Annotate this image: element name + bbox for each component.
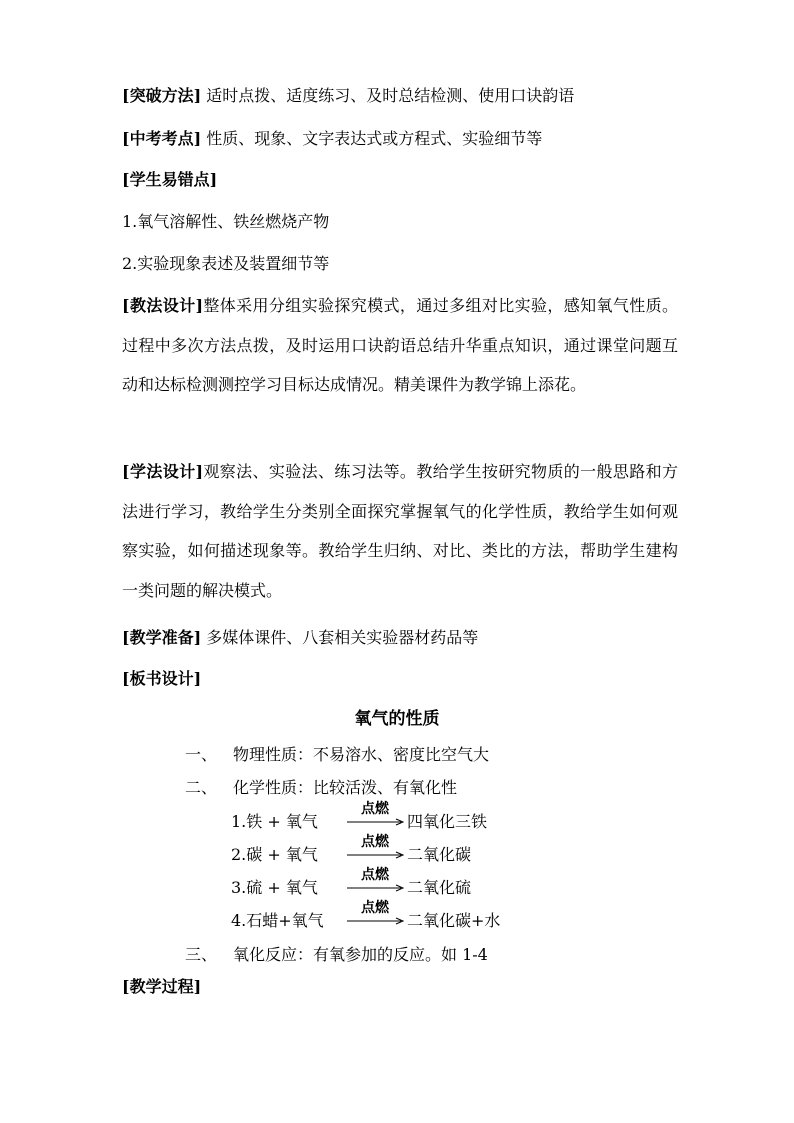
breakthrough-label: [突破方法] [122,86,202,105]
reaction-arrow [347,900,407,932]
teaching-design-text: 整体采用分组实验探究模式，通过多组对比实验，感知氧气性质。过程中多次方法点拨，及时运用口诀韵语总结升华重点知识，通过课堂问题互动和达标检测测控学习目标达成情况。精美课件为教学锦上添花。 [122,296,678,394]
board-item-text: 物理性质：不易溶水、密度比空气大 [233,745,490,764]
learning-design-paragraph [122,452,678,610]
reaction-reactants: 2.碳 + 氧气 [231,845,318,864]
reaction-row [231,867,472,899]
board-item-number: 二、 [185,778,218,797]
reaction-products: 二氧化硫 [407,878,472,897]
mistakes-heading: [学生易错点] [122,170,218,189]
reaction-condition: 点燃 [361,900,389,916]
teaching-process-heading: [教学过程] [122,977,202,996]
board-item-text: 化学性质：比较活泼、有氧化性 [233,778,458,797]
exam-points-line [122,129,542,151]
reaction-condition: 点燃 [361,801,389,817]
reaction-arrow [347,801,407,833]
reaction-condition: 点燃 [361,834,389,850]
reaction-products: 二氧化碳 [407,845,472,864]
board-title: 氧气的性质 [354,709,440,729]
board-item-text: 氧化反应：有氧参加的反应。如 1-4 [233,945,488,964]
preparation-text: 多媒体课件、八套相关实验器材药品等 [206,628,479,647]
reaction-row [231,834,472,866]
board-item-number: 一、 [185,745,218,764]
breakthrough-text: 适时点拨、适度练习、及时总结检测、使用口诀韵语 [206,86,575,105]
reaction-reactants: 1.铁 + 氧气 [231,812,318,831]
board-item-chemical [185,777,457,799]
learning-design-text: 观察法、实验法、练习法等。教给学生按研究物质的一般思路和方法进行学习，教给学生分类别全面探究掌握氧气的化学性质，教给学生如何观察实验，如何描述现象等。教给学生归纳、对比、类比的方法，帮助学生建构一类问题的解决模式。 [122,462,678,600]
learning-design-label: [学法设计] [122,462,204,481]
teaching-design-label: [教法设计] [122,296,204,315]
exam-points-text: 性质、现象、文字表达式或方程式、实验细节等 [206,129,543,148]
arrow-icon [347,917,407,925]
board-design-heading: [板书设计] [122,669,202,688]
mistake-item-2: 2.实验现象表述及装置细节等 [122,254,330,273]
reaction-reactants: 4.石蜡+氧气 [231,911,324,930]
arrow-icon [347,884,407,892]
reaction-reactants: 3.硫 + 氧气 [231,878,318,897]
reaction-row [231,900,501,932]
reaction-arrow [347,834,407,866]
reaction-arrow [347,867,407,899]
breakthrough-line [122,86,574,108]
board-item-physical [185,744,489,766]
reaction-products: 四氧化三铁 [407,812,488,831]
mistake-item-1: 1.氧气溶解性、铁丝燃烧产物 [122,212,330,231]
board-item-oxidation [185,944,488,966]
reaction-row [231,801,488,833]
reaction-products: 二氧化碳+水 [407,911,501,930]
preparation-line [122,628,478,650]
arrow-icon [347,851,407,859]
reaction-condition: 点燃 [361,867,389,883]
arrow-icon [347,818,407,826]
board-item-number: 三、 [185,945,218,964]
teaching-design-paragraph [122,286,678,405]
preparation-label: [教学准备] [122,628,202,647]
exam-points-label: [中考考点] [122,129,202,148]
